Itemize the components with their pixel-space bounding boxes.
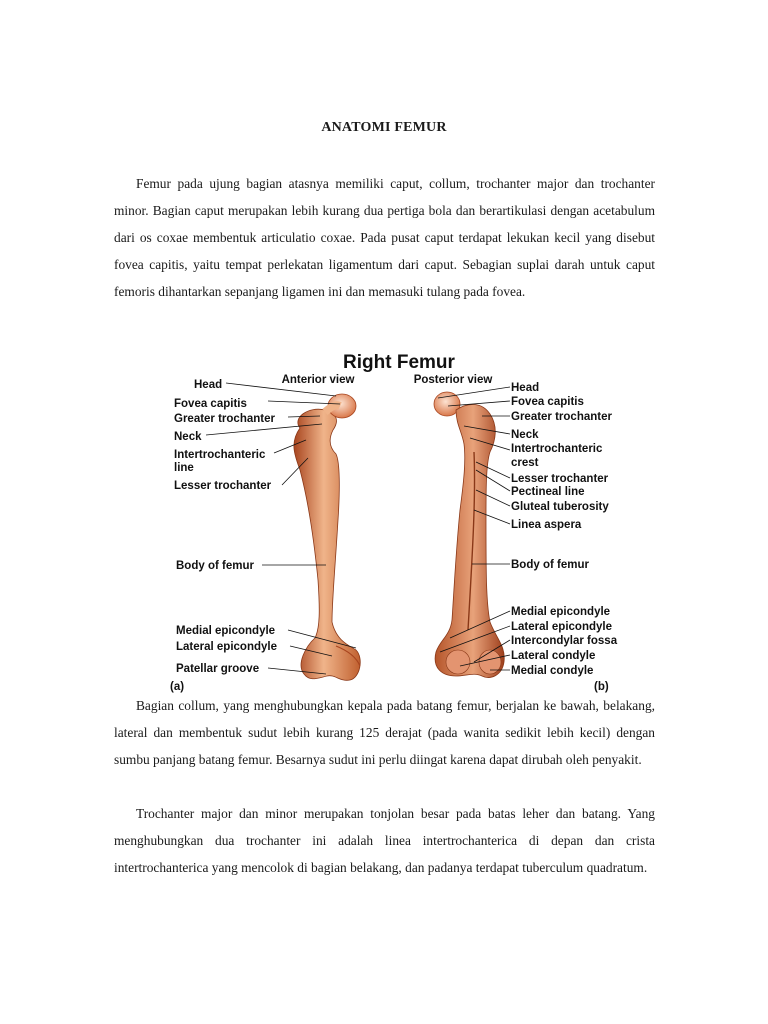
label-linea-aspera-posterior: Linea aspera — [511, 519, 582, 531]
label-lesser-trochanter-anterior: Lesser trochanter — [174, 480, 272, 492]
label-medial-condyle-posterior: Medial condyle — [511, 665, 594, 677]
posterior-labels — [511, 382, 618, 693]
label-lateral-epicondyle-anterior: Lateral epicondyle — [176, 641, 277, 653]
label-medial-epicondyle-posterior: Medial epicondyle — [511, 606, 611, 618]
label-body-posterior: Body of femur — [511, 559, 589, 571]
label-head-anterior: Head — [194, 379, 223, 391]
paragraph-3: Trochanter major dan minor merupakan tonjolan besar pada batas leher dan batang. Yang menghubungkan dua trochanter ini adalah linea intertrochanterica di depan dan crista intertrochanterica yang mencolok di bagian belakang, dan padanya terdapat tuberculum quadratum. — [114, 806, 655, 875]
label-lateral-condyle-posterior: Lateral condyle — [511, 650, 596, 662]
anterior-labels — [170, 379, 277, 693]
label-lateral-epicondyle-posterior: Lateral epicondyle — [511, 621, 612, 633]
label-gluteal-tuberosity-posterior: Gluteal tuberosity — [511, 501, 609, 513]
label-intercondylar-fossa-posterior: Intercondylar fossa — [511, 635, 618, 647]
label-lesser-trochanter-posterior: Lesser trochanter — [511, 473, 609, 485]
label-intertrochanteric-anterior: Intertrochanteric — [174, 449, 266, 461]
label-body-anterior: Body of femur — [176, 560, 254, 572]
label-intertrochanteric-posterior: Intertrochanteric — [511, 443, 603, 455]
label-patellar-groove-anterior: Patellar groove — [176, 663, 260, 675]
label-fovea-posterior: Fovea capitis — [511, 396, 584, 408]
posterior-femur-bone — [434, 392, 504, 677]
anterior-femur-bone — [294, 394, 360, 680]
panel-label-b: (b) — [594, 681, 609, 693]
label-neck-anterior: Neck — [174, 431, 202, 443]
panel-label-a: (a) — [170, 681, 185, 693]
page-title: ANATOMI FEMUR — [321, 120, 447, 135]
figure-title: Right Femur — [343, 352, 455, 373]
label-greater-trochanter-posterior: Greater trochanter — [511, 411, 612, 423]
label-pectineal-line-posterior: Pectineal line — [511, 486, 585, 498]
label-neck-posterior: Neck — [511, 429, 539, 441]
paragraph-2: Bagian collum, yang menghubungkan kepala pada batang femur, berjalan ke bawah, belakang, lateral dan membentuk sudut lebih kurang 125 derajat (pada wanita sedikit lebih kecil) dengan sumbu panjang batang femur. Besarnya sudut ini perlu diingat karena dapat dirubah oleh penyakit. — [114, 698, 655, 767]
label-intertrochanteric-line-anterior: line — [174, 462, 194, 474]
label-fovea-anterior: Fovea capitis — [174, 398, 247, 410]
label-head-posterior: Head — [511, 382, 540, 394]
label-medial-epicondyle-anterior: Medial epicondyle — [176, 625, 276, 637]
label-intertrochanteric-crest-posterior: crest — [511, 457, 539, 469]
paragraph-1: Femur pada ujung bagian atasnya memiliki caput, collum, trochanter major dan trochanter minor. Bagian caput merupakan lebih kurang dua pertiga bola dan berartikulasi dengan acetabulum dari os coxae membentuk articulatio coxae. Pada pusat caput terdapat lekukan kecil yang disebut fovea capitis, yaitu tempat perlekatan ligamentum dari caput. Sebagian suplai darah untuk caput femoris dihantarkan sepanjang ligamen ini dan memasuki tulang pada fovea. — [114, 176, 655, 299]
right-femur-figure — [160, 340, 630, 696]
posterior-view-label: Posterior view — [413, 374, 493, 386]
label-greater-trochanter-anterior: Greater trochanter — [174, 413, 275, 425]
anterior-view-label: Anterior view — [281, 374, 355, 386]
